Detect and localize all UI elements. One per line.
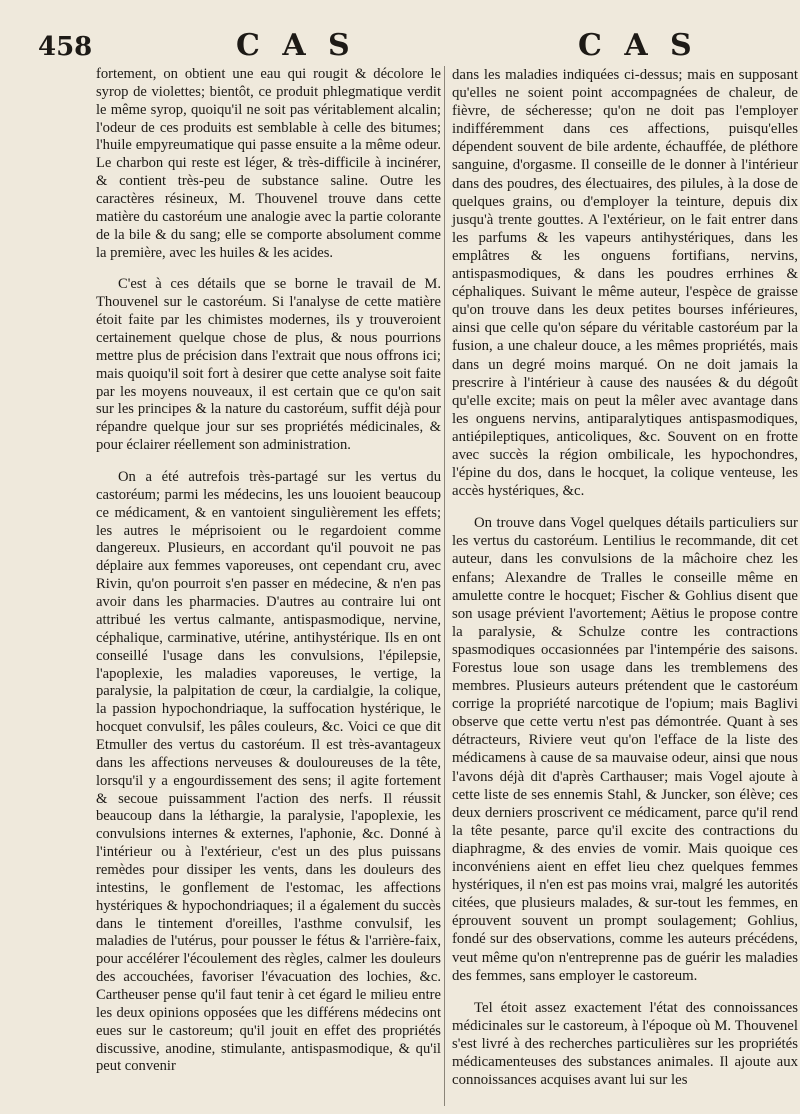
page-header [0, 28, 800, 66]
paragraph: fortement, on obtient une eau qui rougit & décolore le syrop de violettes; bientôt, ce produit phlegmatique verdit le même syrop, quoiqu'il ne soit pas véritablement alcalin; l'odeur de ces produits est semblable à celle des bitumes; l'huile empyreumatique qui passe ensuite a la même odeur. Le charbon qui reste est léger, & très-difficile à incinérer, & contient très-peu de substance saline. Outre les caractères résineux, M. Thouvenel trouve dans cette matière du castoréum une analogie avec la partie colorante de la bile & du sang; elle se comporte absolument comme la première, avec les huiles & les acides. [96, 66, 441, 261]
right-column [452, 66, 798, 1103]
paragraph: dans les maladies indiquées ci-dessus; mais en supposant qu'elles ne soient point accompagnées de chaleur, de fièvre, de sécheresse; qu'on ne doit pas l'employer indifféremment dans ces affections, puisqu'elles dépendent souvent de bile ardente, échauffée, de pléthore sanguine, d'orgasme. Il conseille de le donner à l'intérieur dans des poudres, des électuaires, des pilules, à la dose de quelques grains, ou d'employer la teinture, depuis dix jusqu'à trente gouttes. A l'extérieur, on le fait entrer dans les parfums & les vapeurs antihystériques, dans les emplâtres & les onguens fortifians, nervins, antispasmodiques, & dans les poudres errhines & céphaliques. Suivant le même auteur, l'espèce de graisse qu'on trouve dans les deux petites bourses inférieures, ainsi que celle qu'on sépare du véritable castoréum par la fusion, a une chaleur douce, a les mêmes propriétés, mais dans un degré moins marqué. On ne doit jamais la prescrire à l'intérieur à cause des nausées & du dégoût qu'elle excite; mais on peut la mêler avec avantage dans les onguens nervins, antiparalytiques antispasmodiques, antiépileptiques, anticoliques, &c. Souvent on en frotte avec succès la région ombilicale, les hypochondres, l'épine du dos, dans le hocquet, la colique venteuse, les accès hystériques, &c. [452, 67, 798, 500]
paragraph: On a été autrefois très-partagé sur les vertus du castoréum; parmi les médecins, les uns louoient beaucoup ce médicament, & en vantoient singulièrement les effets; les autres le méprisoient ou le regardoient comme dangereux. Plusieurs, en accordant qu'il pouvoit ne pas déplaire aux femmes vaporeuses, ont cependant cru, avec Rivin, qu'on pourroit s'en passer en médecine, & n'en pas avoir dans les pharmacies. D'autres au contraire lui ont attribué les vertus calmante, antispasmodique, nervine, céphalique, carminative, utérine, antihystérique. Ils en ont conseillé l'usage dans les convulsions, l'épilepsie, l'apoplexie, les maladies vaporeuses, le vertige, la paralysie, la palpitation de cœur, la cardialgie, la colique, la passion hypochondriaque, la suffocation hystérique, le hocquet convulsif, les pâles couleurs, &c. Voici ce que dit Etmuller des vertus du castoréum. Il est très-avantageux dans les affections nerveuses & douloureuses de la tête, lorsqu'il y a engourdissement des sens; il agite fortement & secoue puissamment l'action des nerfs. Il réussit beaucoup dans la léthargie, la paralysie, l'apoplexie, les convulsions internes & externes, l'aphonie, &c. Donné à l'intérieur ou à l'extérieur, c'est un des plus puissans remèdes pour dissiper les vents, dans les douleurs des intestins, le gonflement de l'estomac, les affections hystériques & hypochondriaques; il a également du succès dans le tintement d'oreilles, l'asthme convulsif, les maladies de l'utérus, pour pousser le fétus & l'arrière-faix, pour accélérer l'écoulement des règles, calmer les douleurs des accouchées, favoriser l'évacuation des lochies, &c. Cartheuser pense qu'il faut tenir à cet égard le milieu entre les deux opinions opposées que les différens médecins ont eues sur le castoreum; qu'il jouit en effet des propriétés discussive, anodine, stimulante, antispasmodique, & qu'il peut convenir [96, 469, 441, 1075]
column-divider [444, 66, 445, 1106]
left-column [96, 66, 441, 1090]
running-head-right: C A S [578, 28, 698, 63]
paragraph: On trouve dans Vogel quelques détails particuliers sur les vertus du castoréum. Lentilius le recommande, dit cet auteur, dans les convulsions de la mâchoire chez les enfans; Alexandre de Tralles le conseille même en amulette contre le hocquet; Fischer & Gohlius disent que son usage prévient l'avortement; Aëtius le propose contre la paralysie, & Schulze contre les contractions spasmodiques occasionnées par l'intempérie des saisons. Forestus loue son usage dans les tremblemens des membres. Plusieurs auteurs prétendent que le castoréum corrige la propriété narcotique de l'opium; mais Baglivi observe que cette vertu n'est pas démontrée. Quant à ses détracteurs, Riviere veut qu'on l'efface de la liste des médicamens à cause de sa mauvaise odeur, ainsi que nous l'avons déjà dit d'après Carthauser; mais Vogel ajoute à cette liste de ses ennemis Stahl, & Juncker, son élève; ces deux derniers proscrivent ce médicament, parce qu'il rend la tête pesante, parce qu'il excite des contractions du diaphragme, & des envies de vomir. Mais quoique ces inconvéniens aient en effet lieu chez quelques femmes hystériques, il n'en est pas moins vrai, malgré les autorités citées, que plusieurs malades, & sur-tout les femmes, en éprouvent souvent un prompt soulagement; Gohlius, fondé sur des observations, comme les auteurs précédens, veut même qu'on n'entreprenne pas de guérir les maladies des femmes, sans employer le castoreum. [452, 515, 798, 984]
page-number: 458 [38, 32, 93, 62]
running-head-left: C A S [236, 28, 356, 63]
paragraph: Tel étoit assez exactement l'état des connoissances médicinales sur le castoreum, à l'époque où M. Thouvenel s'est livré à des recherches particulières sur les propriétés médicamenteuses des substances animales. Il ajoute aux connoissances acquises avant lui sur les [452, 999, 798, 1089]
paragraph: C'est à ces détails que se borne le travail de M. Thouvenel sur le castoréum. Si l'analyse de cette matière étoit faite par les chimistes modernes, ils y trouveroient certainement quelque chose de plus, & nous pourrions mettre plus de précision dans l'extrait que nous offrons ici; mais quoiqu'il soit fort à desirer que cette analyse soit faite par les moyens nouveaux, il est certain que ce qu'on sait sur les principes & la nature du castoréum, suffit déjà pour répandre quelque jour sur ses propriétés médicinales, & pour éclairer réellement son administration. [96, 276, 441, 454]
